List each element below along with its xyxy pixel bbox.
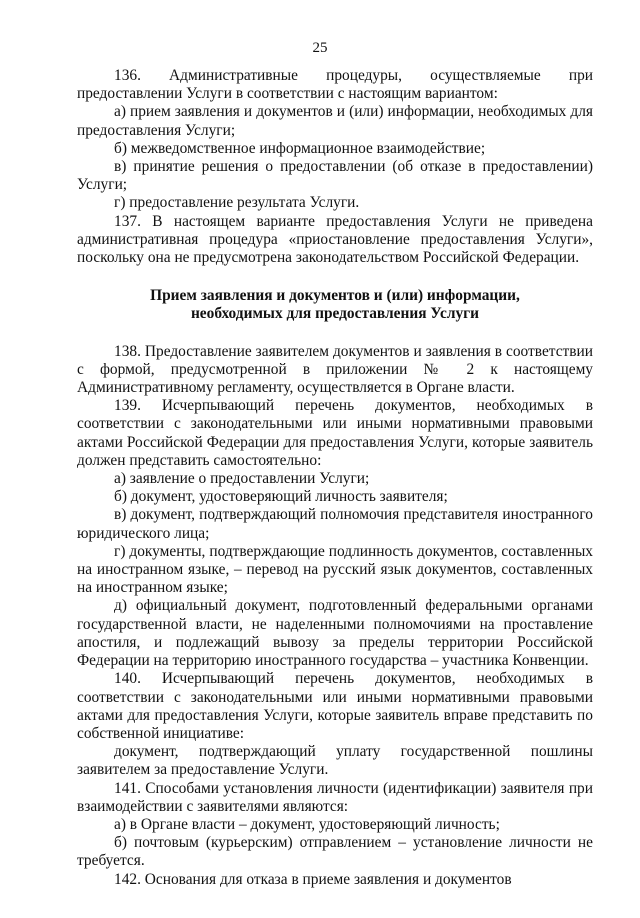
- paragraph: 140. Исчерпывающий перечень документов, необходимых в соответствии с законодательными или иными нормативными правовыми актами для предоставления Услуги, которые заявитель вправе представить по собственной инициативе:: [77, 670, 593, 742]
- section-heading-line1: Прием заявления и документов и (или) информации,: [150, 287, 520, 305]
- paragraph: в) принятие решения о предоставлении (об отказе в предоставлении) Услуги;: [77, 158, 593, 194]
- paragraph: в) документ, подтверждающий полномочия представителя иностранного юридического лица;: [77, 506, 593, 542]
- paragraph: б) межведомственное информационное взаимодействие;: [114, 139, 486, 157]
- paragraph: 137. В настоящем варианте предоставления Услуги не приведена административная процедура «приостановление предоставления Услуги», поскольку она не предусмотрена законодательством Российской Федерации.: [77, 212, 593, 267]
- paragraph: 141. Способами установления личности (идентификации) заявителя при взаимодействии с заявителями являются:: [77, 779, 593, 815]
- paragraph: б) почтовым (курьерским) отправлением – установление личности не требуется.: [77, 834, 593, 870]
- paragraph: документ, подтверждающий уплату государственной пошлины заявителем за предоставление Услуги.: [77, 743, 593, 779]
- paragraph: д) официальный документ, подготовленный федеральными органами государственной власти, не наделенными полномочиями на проставление апостиля, и подлежащий вывозу за пределы территории Российской Федерации на территорию иностранного государства – участника Конвенции.: [77, 597, 593, 670]
- paragraph: а) в Органе власти – документ, удостоверяющий личность;: [114, 815, 500, 833]
- paragraph: а) прием заявления и документов и (или) информации, необходимых для предоставления Услуги;: [77, 103, 593, 139]
- section-heading: [77, 287, 593, 323]
- section-heading-line2: необходимых для предоставления Услуги: [190, 305, 480, 323]
- paragraph: а) заявление о предоставлении Услуги;: [114, 470, 370, 488]
- paragraph: 139. Исчерпывающий перечень документов, необходимых в соответствии с законодательными или иными нормативными правовыми актами Российской Федерации для предоставления Услуги, которые заявитель должен представить самостоятельно:: [77, 397, 593, 469]
- page-number: 25: [312, 40, 328, 56]
- paragraph: г) документы, подтверждающие подлинность документов, составленных на иностранном языке, – перевод на русский язык документов, составленных на иностранном языке;: [77, 542, 593, 597]
- paragraph: 138. Предоставление заявителем документов и заявления в соответствии с формой, предусмотренной в приложении № 2 к настоящему Административному регламенту, осуществляется в Органе власти.: [77, 342, 593, 397]
- paragraph: г) предоставление результата Услуги.: [114, 194, 360, 212]
- paragraph: 136. Административные процедуры, осуществляемые при предоставлении Услуги в соответствии с настоящим вариантом:: [77, 67, 593, 103]
- document-body: [77, 67, 593, 889]
- paragraph: 142. Основания для отказа в приеме заявления и документов: [114, 870, 512, 888]
- paragraph: б) документ, удостоверяющий личность заявителя;: [114, 488, 448, 506]
